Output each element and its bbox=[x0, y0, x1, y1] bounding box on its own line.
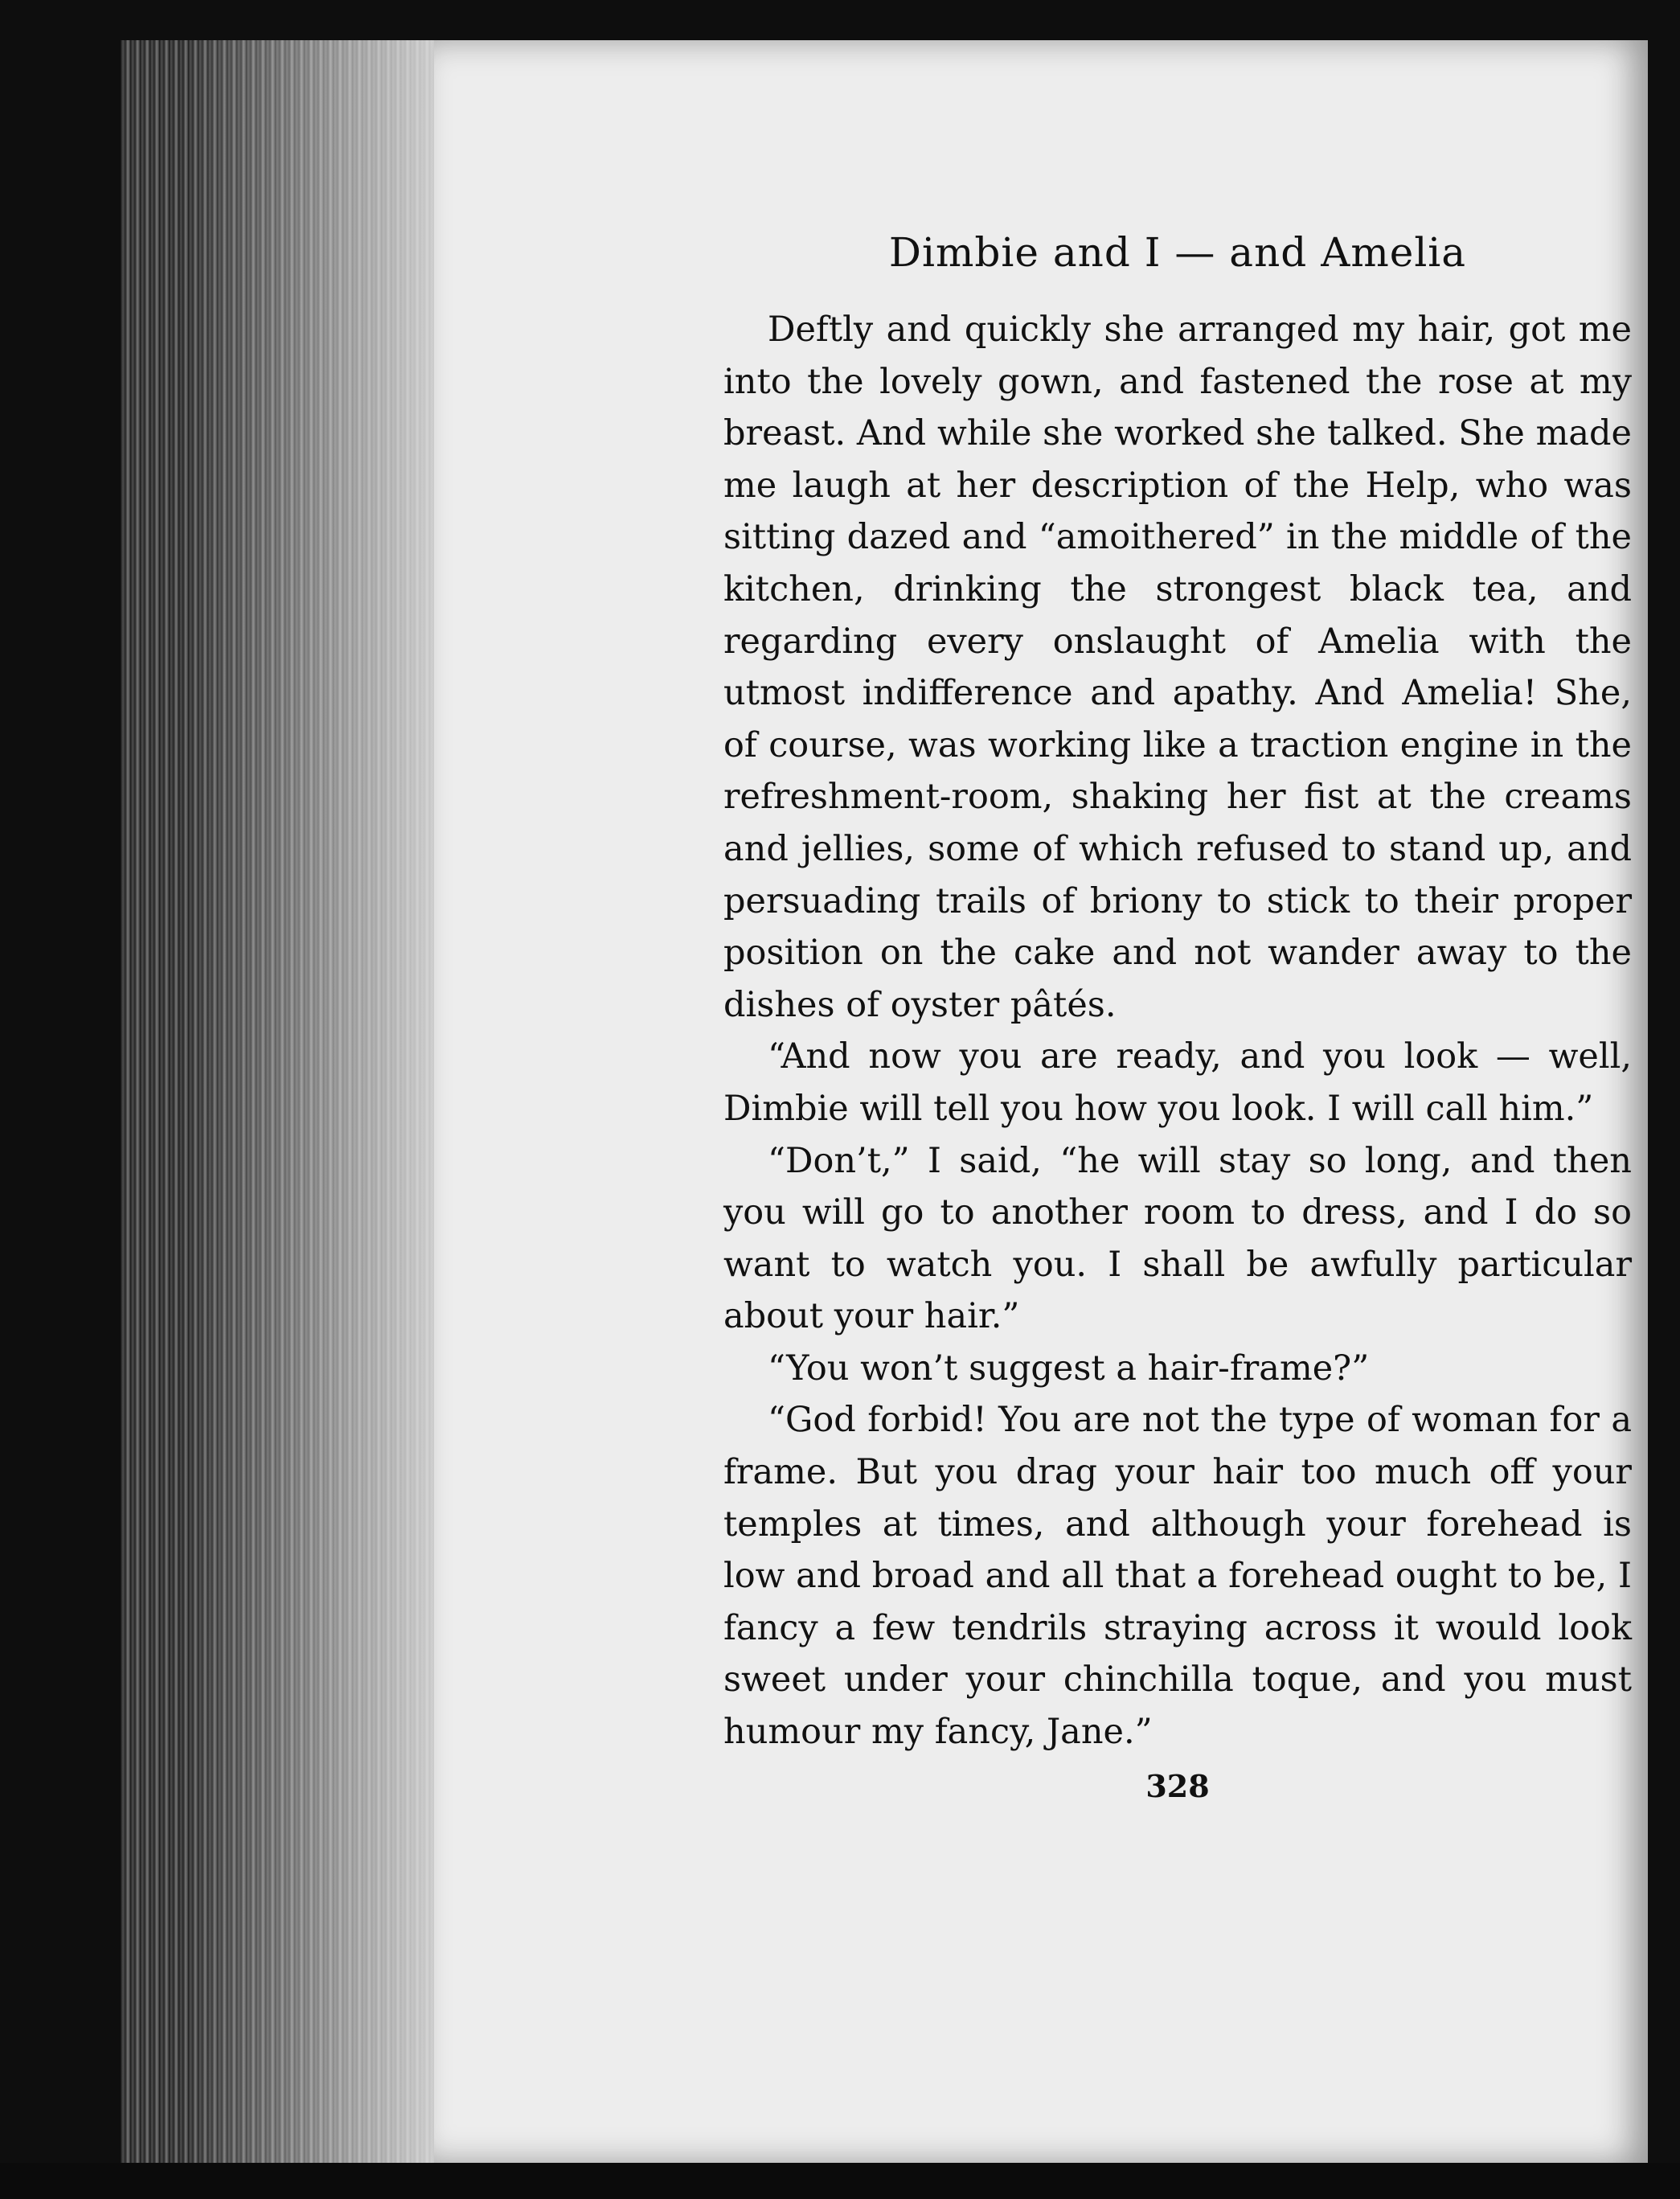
paragraph: “Don’t,” I said, “he will stay so long, and then you will go to another room to dress, and I do so want to watch you. I shall be awfully particular about your hair.” bbox=[723, 1140, 1632, 1337]
running-head: Dimbie and I — and Amelia bbox=[888, 229, 1467, 276]
paragraph: Deftly and quickly she arranged my hair, got me into the lovely gown, and fastened the rose at my breast. And while she worked she talked. She made me laugh at her description of the Help, who was sitting dazed and “amoithered” in the middle of the kitchen, drinking the strongest black tea, and regarding every onslaught of Amelia with the utmost indifference and apathy. And Amelia! She, of course, was working like a traction engine in the refreshment-room, shaking her fist at the creams and jellies, some of which refused to stand up, and persuading trails of briony to stick to their proper position on the cake and not wander away to the dishes of oyster pâtés. bbox=[723, 310, 1632, 1025]
page-number: 328 bbox=[1145, 1767, 1210, 1804]
page-content bbox=[723, 229, 1632, 1804]
paragraph: “And now you are ready, and you look — well, Dimbie will tell you how you look. I will call him.” bbox=[723, 1036, 1632, 1129]
book-page bbox=[434, 40, 1648, 2163]
paragraph: “You won’t suggest a hair-frame?” bbox=[768, 1348, 1370, 1389]
body-text bbox=[723, 304, 1632, 1758]
paragraph: “God forbid! You are not the type of woman for a frame. But you drag your hair too much off your temples at times, and although your forehead is low and broad and all that a forehead ought to be, I fancy a few tendrils straying across it would look sweet under your chinchilla toque, and you must humour my fancy, Jane.” bbox=[723, 1400, 1632, 1753]
bottom-shadow bbox=[0, 2163, 1680, 2199]
